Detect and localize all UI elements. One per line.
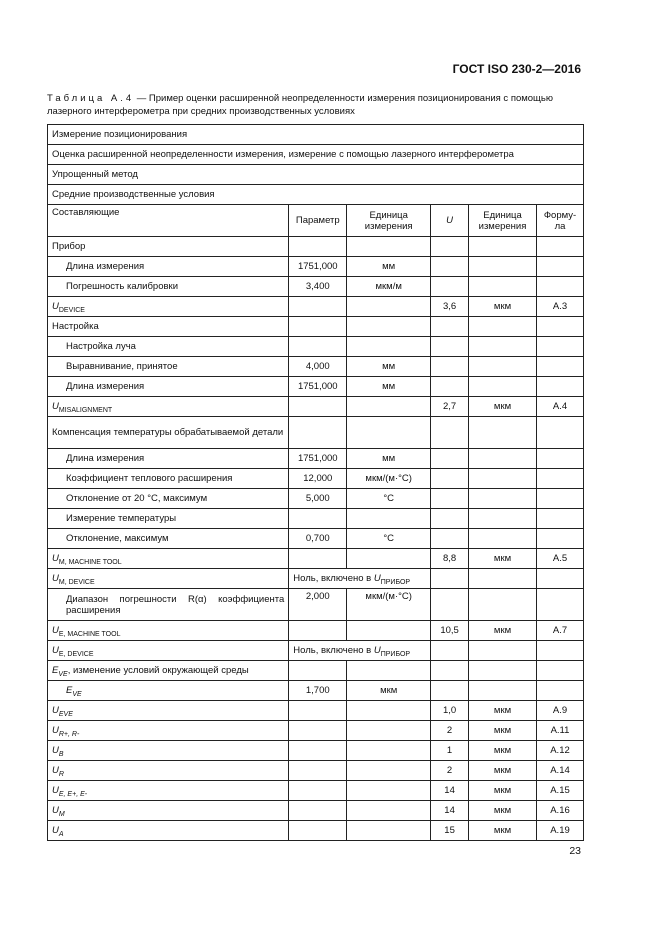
cell: мм — [347, 357, 431, 377]
table-row — [48, 529, 584, 549]
column-header: Параметр — [289, 205, 347, 237]
table-row — [48, 549, 584, 569]
table-row — [48, 337, 584, 357]
cell: А.12 — [536, 741, 583, 761]
table-caption — [47, 92, 585, 118]
cell: 2,000 — [289, 589, 347, 621]
cell: °С — [347, 489, 431, 509]
symbol-subscript: E, DEVICE — [58, 651, 94, 658]
cell: 2 — [431, 721, 469, 741]
cell: Прибор — [48, 237, 289, 257]
document-id: ГОСТ ISO 230-2—2016 — [452, 62, 581, 76]
cell: Настройка — [48, 317, 289, 337]
symbol-subscript: B — [58, 751, 64, 758]
cell — [48, 721, 289, 741]
table-row — [48, 721, 584, 741]
cell: 3,400 — [289, 277, 347, 297]
cell: 15 — [431, 821, 469, 841]
cell: Диапазон погрешности R(α) коэффициента расширения — [48, 589, 289, 621]
table-row — [48, 761, 584, 781]
cell — [48, 549, 289, 569]
cell: 1 — [431, 741, 469, 761]
cell: мкм — [347, 681, 431, 701]
table-row — [48, 589, 584, 621]
cell: А.4 — [536, 397, 583, 417]
symbol-subscript: VE — [58, 671, 68, 678]
cell — [48, 397, 289, 417]
table-row — [48, 569, 584, 589]
symbol: U — [52, 805, 59, 816]
symbol: U — [52, 705, 59, 716]
cell: Длина измерения — [48, 377, 289, 397]
cell: мкм — [469, 761, 537, 781]
symbol-subscript: M — [58, 811, 65, 818]
symbol-subscript: VE — [72, 691, 82, 698]
cell — [289, 641, 431, 661]
caption-label: Таблица А.4 — [47, 93, 135, 104]
symbol-subscript: R+, R- — [58, 731, 80, 738]
table-row — [48, 781, 584, 801]
table-row — [48, 681, 584, 701]
symbol-subscript: ПРИБОР — [380, 579, 411, 586]
cell — [48, 569, 289, 589]
cell: мкм — [469, 821, 537, 841]
cell: А.14 — [536, 761, 583, 781]
table-row: Упрощенный метод — [48, 165, 584, 185]
cell: 1751,000 — [289, 257, 347, 277]
symbol-subscript: ПРИБОР — [380, 651, 411, 658]
symbol: E — [52, 665, 59, 676]
cell: мкм — [469, 721, 537, 741]
cell: А.7 — [536, 621, 583, 641]
table-row — [48, 317, 584, 337]
cell: А.16 — [536, 801, 583, 821]
cell: мкм — [469, 549, 537, 569]
table-row — [48, 821, 584, 841]
table-header-row — [48, 205, 584, 237]
cell — [48, 681, 289, 701]
caption-text: — Пример оценки расширенной неопределенности измерения позиционирования с помощью лазерного интерферометра при средних производственных условиях — [47, 93, 553, 117]
cell: мкм/(м·°С) — [347, 469, 431, 489]
column-header: Единица измерения — [347, 205, 431, 237]
cell-text: , изменение условий окружающей среды — [67, 665, 249, 676]
cell: 5,000 — [289, 489, 347, 509]
symbol: U — [52, 573, 59, 584]
cell: Погрешность калибровки — [48, 277, 289, 297]
cell — [48, 781, 289, 801]
table-row: Средние производственные условия — [48, 185, 584, 205]
table-row — [48, 641, 584, 661]
table-row — [48, 469, 584, 489]
cell: 1,700 — [289, 681, 347, 701]
table-row: Оценка расширенной неопределенности измерения, измерение с помощью лазерного интерферометра — [48, 145, 584, 165]
cell: мкм/м — [347, 277, 431, 297]
cell: мкм — [469, 801, 537, 821]
symbol: E — [66, 685, 73, 696]
cell: 2,7 — [431, 397, 469, 417]
symbol: U — [52, 401, 59, 412]
symbol: U — [52, 745, 59, 756]
table-row: Измерение позиционирования — [48, 125, 584, 145]
table-row — [48, 661, 584, 681]
column-header: Составляющие — [48, 205, 289, 237]
table-row — [48, 377, 584, 397]
table-row — [48, 357, 584, 377]
table-row — [48, 489, 584, 509]
cell: Настройка луча — [48, 337, 289, 357]
cell: 8,8 — [431, 549, 469, 569]
cell: Измерение температуры — [48, 509, 289, 529]
cell: 3,6 — [431, 297, 469, 317]
symbol-subscript: DEVICE — [58, 307, 85, 314]
table-row — [48, 701, 584, 721]
symbol: U — [52, 625, 59, 636]
symbol-subscript: E, E+, E- — [58, 791, 88, 798]
cell: Отклонение, максимум — [48, 529, 289, 549]
symbol: U — [373, 645, 381, 656]
cell: 14 — [431, 801, 469, 821]
cell: мм — [347, 449, 431, 469]
cell: мкм — [469, 621, 537, 641]
cell: мкм — [469, 397, 537, 417]
column-header: Форму-ла — [536, 205, 583, 237]
note-text: Ноль, включено в — [293, 573, 374, 584]
symbol: U — [373, 573, 381, 584]
table-row — [48, 449, 584, 469]
cell — [48, 621, 289, 641]
table-row — [48, 257, 584, 277]
symbol: U — [52, 765, 59, 776]
cell: мкм — [469, 701, 537, 721]
symbol-subscript: EVE — [58, 711, 73, 718]
cell: Выравнивание, принятое — [48, 357, 289, 377]
cell: А.15 — [536, 781, 583, 801]
symbol: U — [52, 301, 59, 312]
table-row — [48, 801, 584, 821]
column-header: Единица измерения — [469, 205, 537, 237]
cell: Коэффициент теплового расширения — [48, 469, 289, 489]
cell: °С — [347, 529, 431, 549]
cell — [48, 661, 289, 681]
cell — [48, 297, 289, 317]
symbol-subscript: M, DEVICE — [58, 579, 95, 586]
symbol-subscript: MISALIGNMENT — [58, 407, 113, 414]
table-row — [48, 417, 584, 449]
table-row — [48, 509, 584, 529]
cell: 1751,000 — [289, 377, 347, 397]
cell: 0,700 — [289, 529, 347, 549]
cell: 14 — [431, 781, 469, 801]
symbol: U — [52, 785, 59, 796]
table-row — [48, 397, 584, 417]
cell: Компенсация температуры обрабатываемой детали — [48, 417, 289, 449]
cell: Длина измерения — [48, 449, 289, 469]
cell — [48, 821, 289, 841]
symbol: U — [52, 825, 59, 836]
cell: А.19 — [536, 821, 583, 841]
cell: А.11 — [536, 721, 583, 741]
symbol: U — [52, 725, 59, 736]
column-header: U — [431, 205, 469, 237]
cell: А.9 — [536, 701, 583, 721]
uncertainty-table — [47, 124, 584, 841]
cell: мкм/(м·°С) — [347, 589, 431, 621]
cell — [48, 701, 289, 721]
cell: 1751,000 — [289, 449, 347, 469]
cell: мкм — [469, 297, 537, 317]
cell — [48, 641, 289, 661]
symbol-subscript: M, MACHINE TOOL — [58, 559, 122, 566]
cell: Длина измерения — [48, 257, 289, 277]
symbol: U — [52, 645, 59, 656]
cell: 2 — [431, 761, 469, 781]
cell: 10,5 — [431, 621, 469, 641]
cell: 4,000 — [289, 357, 347, 377]
table-row — [48, 741, 584, 761]
cell — [48, 761, 289, 781]
table-row — [48, 237, 584, 257]
table-row — [48, 621, 584, 641]
cell: Отклонение от 20 °С, максимум — [48, 489, 289, 509]
cell — [48, 801, 289, 821]
symbol-subscript: R — [58, 771, 64, 778]
cell — [48, 741, 289, 761]
page-number: 23 — [569, 845, 581, 857]
symbol: U — [52, 553, 59, 564]
symbol-subscript: E, MACHINE TOOL — [58, 631, 121, 638]
cell: 1,0 — [431, 701, 469, 721]
table-row — [48, 277, 584, 297]
table-row — [48, 297, 584, 317]
note-text: Ноль, включено в — [293, 645, 374, 656]
cell — [289, 569, 431, 589]
cell: мм — [347, 377, 431, 397]
cell: А.5 — [536, 549, 583, 569]
cell: мкм — [469, 741, 537, 761]
cell: А.3 — [536, 297, 583, 317]
symbol-subscript: A — [58, 831, 64, 838]
cell: мм — [347, 257, 431, 277]
cell: мкм — [469, 781, 537, 801]
cell: 12,000 — [289, 469, 347, 489]
